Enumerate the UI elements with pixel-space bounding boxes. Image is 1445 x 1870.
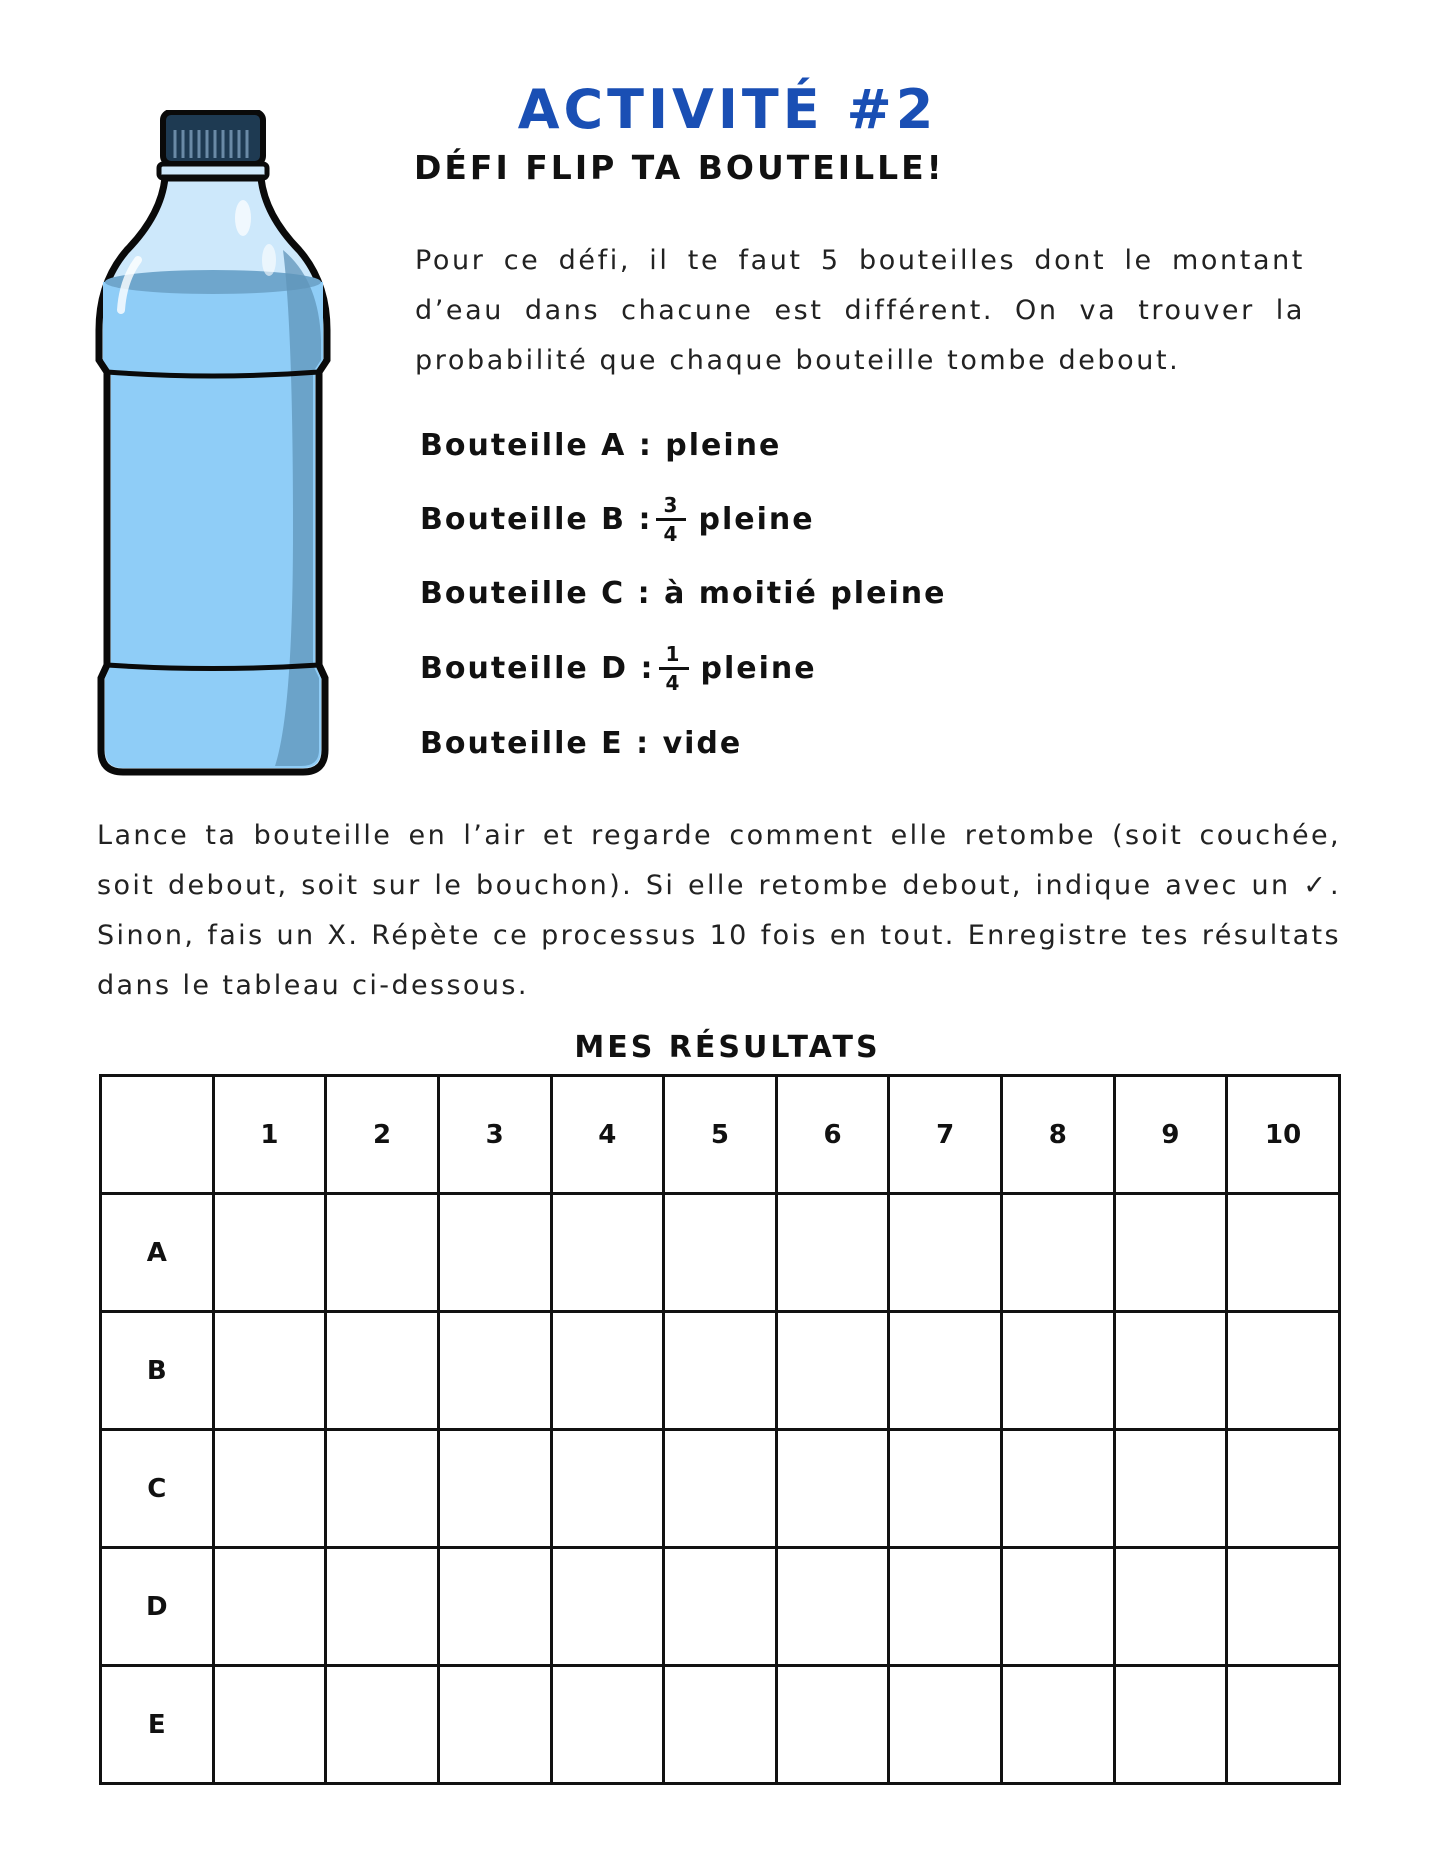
result-cell[interactable] xyxy=(1227,1430,1340,1548)
result-cell[interactable] xyxy=(326,1548,439,1666)
results-table-title: MES RÉSULTATS xyxy=(574,1030,881,1065)
table-row xyxy=(101,1430,1340,1548)
result-cell[interactable] xyxy=(551,1666,664,1784)
row-header: A xyxy=(101,1194,214,1312)
result-cell[interactable] xyxy=(438,1548,551,1666)
result-cell[interactable] xyxy=(664,1194,777,1312)
bottle-fill: vide xyxy=(662,725,743,761)
row-header: D xyxy=(101,1548,214,1666)
bottle-fill: pleine xyxy=(700,650,817,686)
bottle-fill: pleine xyxy=(665,427,782,463)
column-header: 5 xyxy=(664,1076,777,1194)
result-cell[interactable] xyxy=(551,1430,664,1548)
result-cell[interactable] xyxy=(551,1194,664,1312)
result-cell[interactable] xyxy=(664,1548,777,1666)
row-header: B xyxy=(101,1312,214,1430)
bottle-label: Bouteille A : xyxy=(420,427,653,463)
table-row xyxy=(101,1548,1340,1666)
table-row xyxy=(101,1194,1340,1312)
table-corner-cell xyxy=(101,1076,214,1194)
row-header: C xyxy=(101,1430,214,1548)
result-cell[interactable] xyxy=(664,1430,777,1548)
column-header: 6 xyxy=(776,1076,889,1194)
bottle-label: Bouteille D : xyxy=(420,650,655,686)
bottle-fill: à moitié pleine xyxy=(664,575,947,611)
result-cell[interactable] xyxy=(326,1430,439,1548)
result-cell[interactable] xyxy=(213,1312,326,1430)
result-cell[interactable] xyxy=(889,1548,1002,1666)
bottle-item-c xyxy=(420,563,946,623)
result-cell[interactable] xyxy=(438,1666,551,1784)
instructions-paragraph: Lance ta bouteille en l’air et regarde comment elle retombe (soit couchée, soit debout, soit sur le bouchon). Si elle retombe debout, indique avec un ✓. Sinon, fais un X. Répète ce processus 10 fois en tout. Enregistre tes résultats dans le tableau ci-dessous. xyxy=(97,820,1341,1001)
challenge-subtitle: DÉFI FLIP TA BOUTEILLE! xyxy=(414,148,945,187)
result-cell[interactable] xyxy=(664,1666,777,1784)
bottle-item-d xyxy=(420,638,817,698)
result-cell[interactable] xyxy=(889,1194,1002,1312)
bottle-item-e xyxy=(420,713,742,773)
result-cell[interactable] xyxy=(776,1194,889,1312)
result-cell[interactable] xyxy=(213,1666,326,1784)
result-cell[interactable] xyxy=(776,1312,889,1430)
result-cell[interactable] xyxy=(438,1312,551,1430)
result-cell[interactable] xyxy=(664,1312,777,1430)
result-cell[interactable] xyxy=(551,1312,664,1430)
result-cell[interactable] xyxy=(213,1548,326,1666)
bottle-label: Bouteille C : xyxy=(420,575,652,611)
result-cell[interactable] xyxy=(326,1312,439,1430)
result-cell[interactable] xyxy=(1002,1548,1115,1666)
result-cell[interactable] xyxy=(438,1194,551,1312)
results-table xyxy=(99,1074,1341,1785)
result-cell[interactable] xyxy=(889,1430,1002,1548)
result-cell[interactable] xyxy=(1227,1312,1340,1430)
fraction-denominator: 4 xyxy=(663,521,680,546)
result-cell[interactable] xyxy=(1002,1430,1115,1548)
result-cell[interactable] xyxy=(776,1666,889,1784)
result-cell[interactable] xyxy=(1114,1430,1227,1548)
bottle-fill: pleine xyxy=(698,501,815,537)
result-cell[interactable] xyxy=(1227,1548,1340,1666)
table-row xyxy=(101,1666,1340,1784)
result-cell[interactable] xyxy=(1002,1312,1115,1430)
result-cell[interactable] xyxy=(326,1666,439,1784)
result-cell[interactable] xyxy=(213,1194,326,1312)
table-row xyxy=(101,1312,1340,1430)
column-header: 3 xyxy=(438,1076,551,1194)
column-header: 10 xyxy=(1227,1076,1340,1194)
fraction xyxy=(659,643,689,694)
bottle-label: Bouteille E : xyxy=(420,725,651,761)
column-header: 2 xyxy=(326,1076,439,1194)
column-header: 7 xyxy=(889,1076,1002,1194)
result-cell[interactable] xyxy=(1002,1666,1115,1784)
result-cell[interactable] xyxy=(1114,1194,1227,1312)
bottle-label: Bouteille B : xyxy=(420,501,653,537)
result-cell[interactable] xyxy=(438,1430,551,1548)
water-bottle-illustration xyxy=(93,110,333,780)
fraction xyxy=(656,494,686,545)
result-cell[interactable] xyxy=(1227,1194,1340,1312)
result-cell[interactable] xyxy=(776,1548,889,1666)
fraction-denominator: 4 xyxy=(665,670,682,695)
fraction-numerator: 1 xyxy=(665,641,682,666)
bottle-item-b xyxy=(420,489,815,549)
bottle-item-a xyxy=(420,415,781,475)
result-cell[interactable] xyxy=(1114,1548,1227,1666)
table-header-row xyxy=(101,1076,1340,1194)
column-header: 9 xyxy=(1114,1076,1227,1194)
result-cell[interactable] xyxy=(889,1312,1002,1430)
result-cell[interactable] xyxy=(1114,1666,1227,1784)
result-cell[interactable] xyxy=(1227,1666,1340,1784)
activity-title: ACTIVITÉ #2 xyxy=(517,78,938,141)
result-cell[interactable] xyxy=(1002,1194,1115,1312)
result-cell[interactable] xyxy=(776,1430,889,1548)
column-header: 8 xyxy=(1002,1076,1115,1194)
column-header: 1 xyxy=(213,1076,326,1194)
result-cell[interactable] xyxy=(1114,1312,1227,1430)
result-cell[interactable] xyxy=(551,1548,664,1666)
result-cell[interactable] xyxy=(213,1430,326,1548)
fraction-numerator: 3 xyxy=(663,492,680,517)
row-header: E xyxy=(101,1666,214,1784)
column-header: 4 xyxy=(551,1076,664,1194)
intro-paragraph: Pour ce défi, il te faut 5 bouteilles dont le montant d’eau dans chacune est différent. On va trouver la probabilité que chaque bouteille tombe debout. xyxy=(415,245,1305,376)
result-cell[interactable] xyxy=(326,1194,439,1312)
result-cell[interactable] xyxy=(889,1666,1002,1784)
